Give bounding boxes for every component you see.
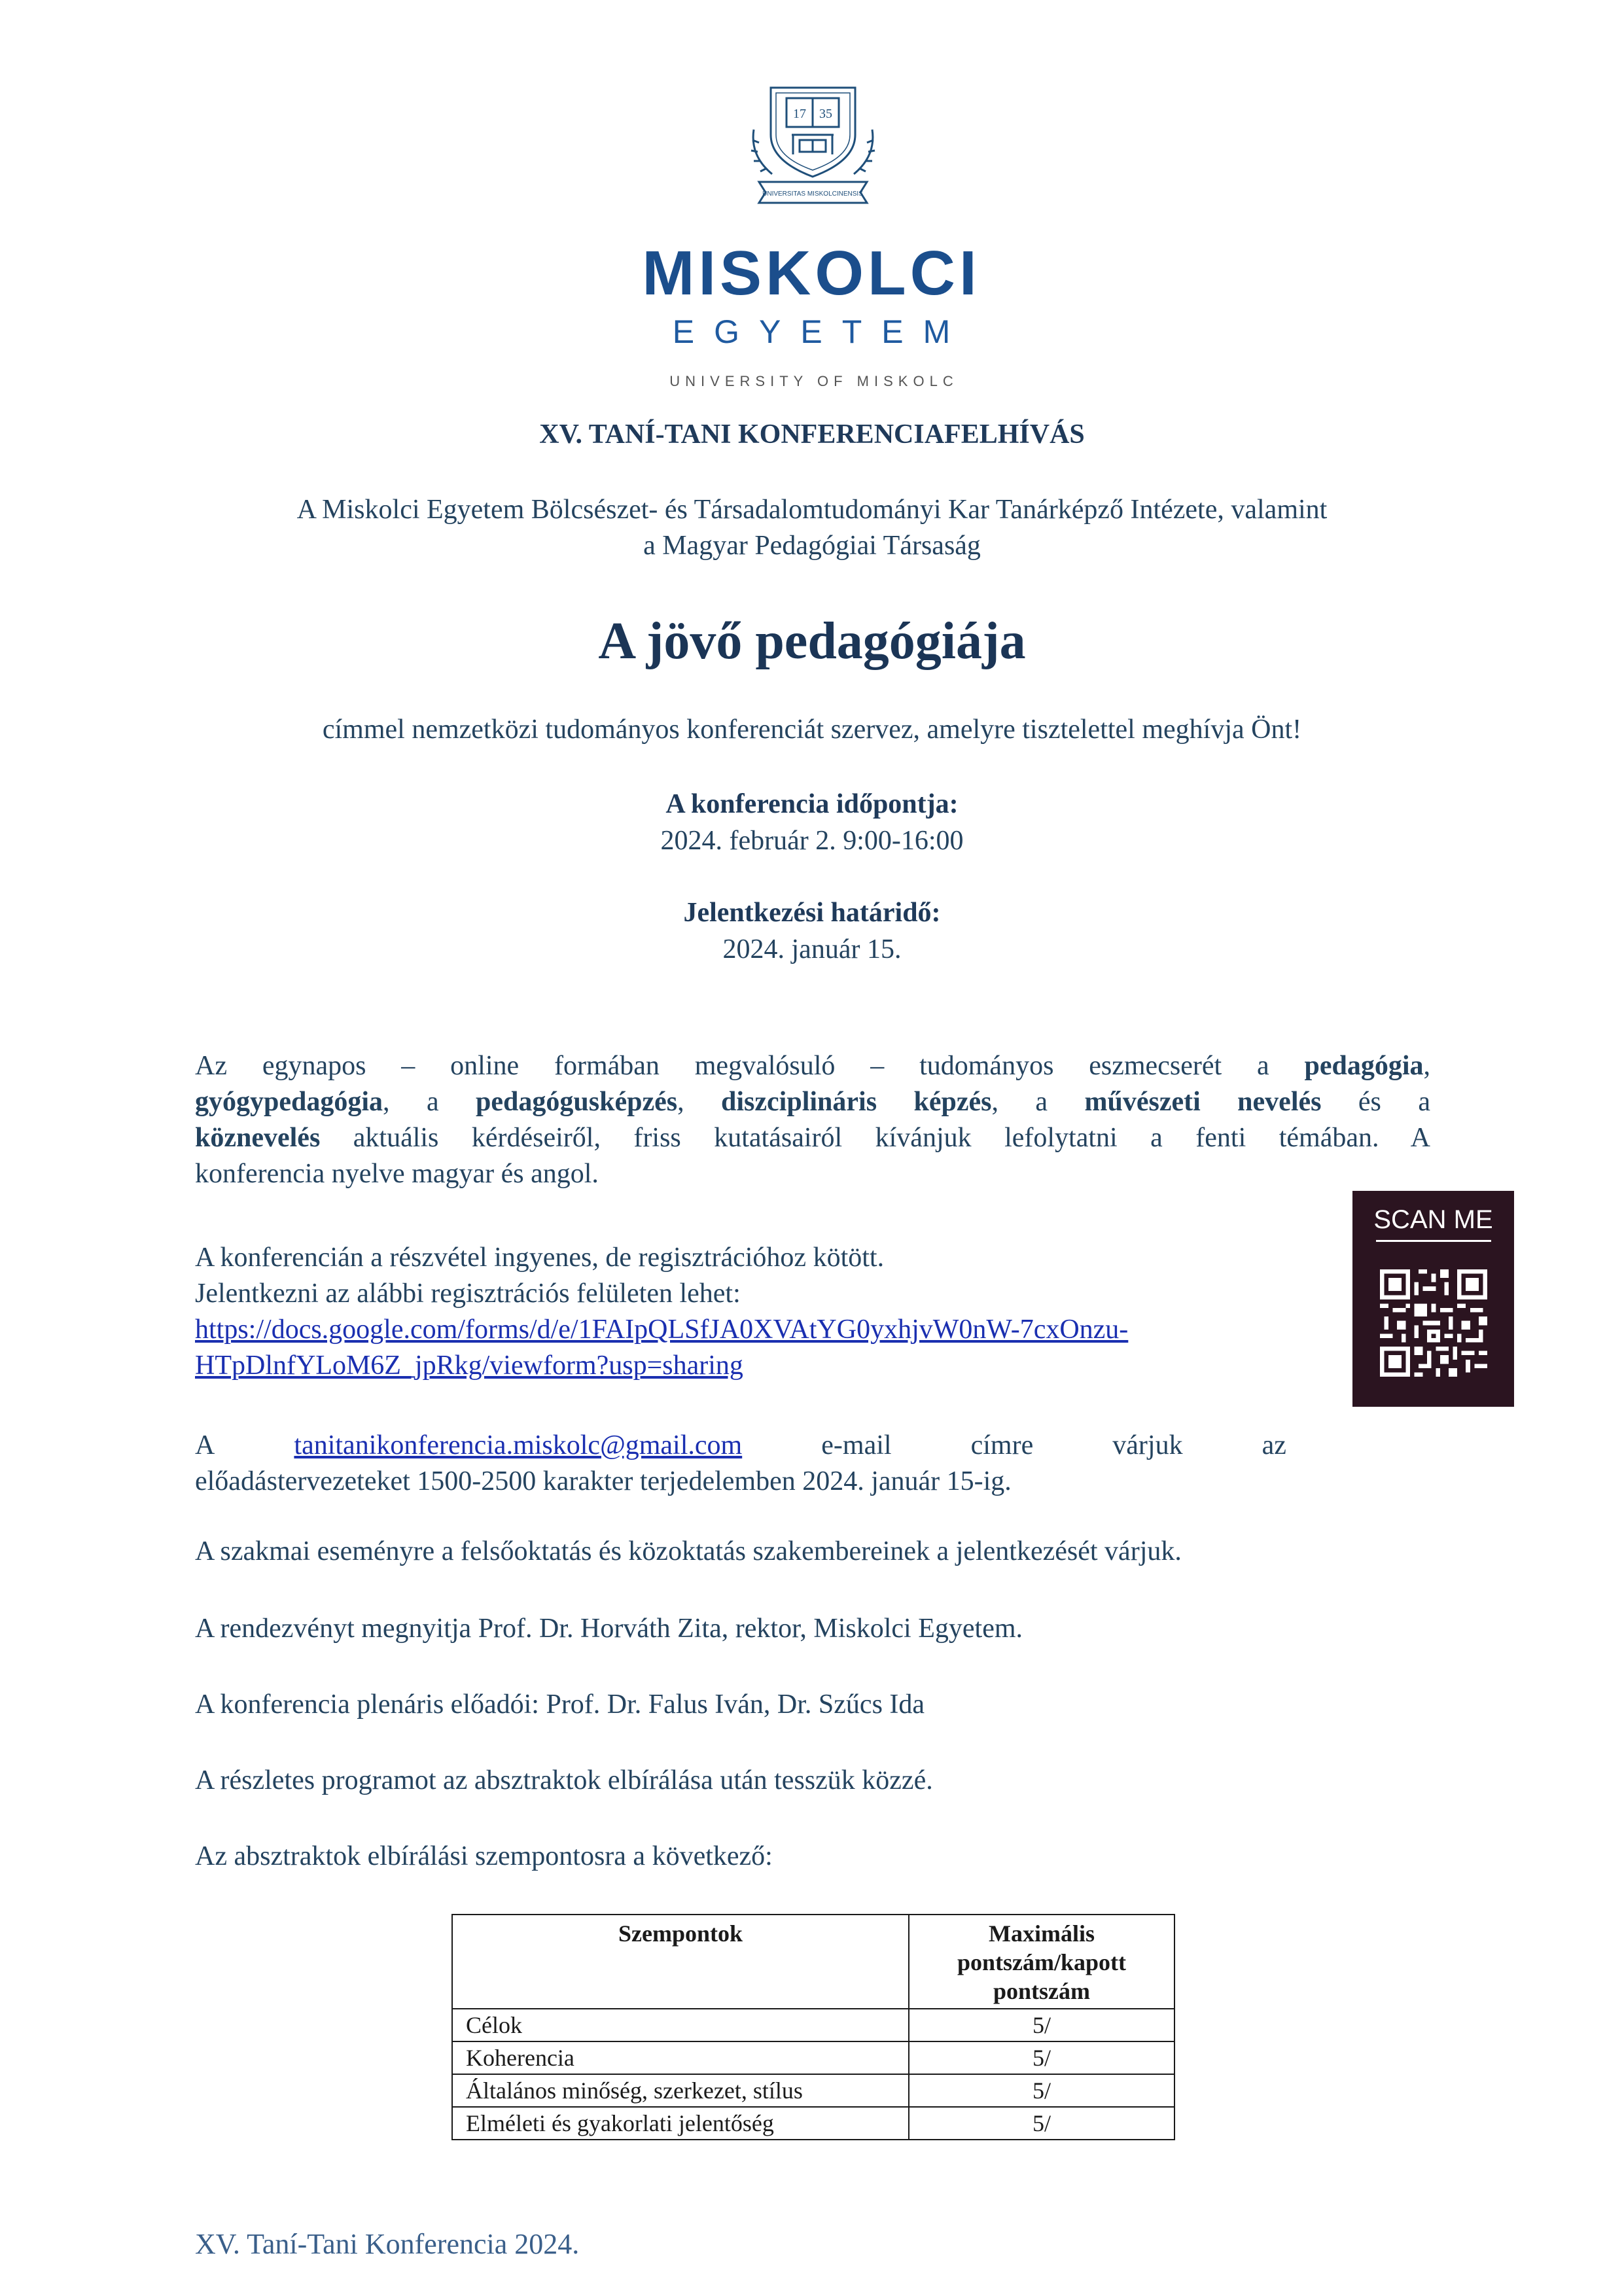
- svg-text:UNIVERSITAS MISKOLCINENSIS: UNIVERSITAS MISKOLCINENSIS: [762, 190, 863, 198]
- conference-title: A jövő pedagógiája: [598, 612, 1026, 670]
- evaluation-criteria-table: [451, 1914, 1175, 2140]
- scan-me-label: SCAN ME: [1373, 1205, 1493, 1234]
- table-row: [452, 2074, 1174, 2107]
- keyword-muveszeti-neveles: művészeti nevelés: [1084, 1087, 1322, 1117]
- conference-description: [195, 1048, 1430, 1192]
- keyword-diszciplinaris-kepzes: diszciplináris képzés: [721, 1087, 992, 1117]
- submission-info: [195, 1428, 1286, 1500]
- wordmark-miskolci: MISKOLCI: [642, 238, 981, 308]
- table-header-row: [452, 1915, 1174, 2009]
- intro-line-1: A Miskolci Egyetem Bölcsészet- és Társadalomtudományi Kar Tanárképző Intézete, valamint: [296, 495, 1328, 525]
- qr-code-box[interactable]: [1352, 1191, 1514, 1407]
- university-wordmark: [589, 238, 1034, 390]
- column-header-score: Maximális pontszám/kapott pontszám: [909, 1915, 1174, 2009]
- score-cell: 5/: [909, 2009, 1174, 2041]
- registration-form-link[interactable]: https://docs.google.com/forms/d/e/1FAIpQLSfJA0XVAtYG0yxhjvW0nW-7cxOnzu- HTpDlnfYLoM6Z_jpRkg/viewform?usp=sharing: [195, 1315, 1129, 1381]
- keyword-pedagoguskepzes: pedagógusképzés: [476, 1087, 678, 1117]
- call-heading: XV. TANÍ-TANI KONFERENCIAFELHÍVÁS: [539, 419, 1085, 450]
- table-row: [452, 2009, 1174, 2041]
- table-row: [452, 2107, 1174, 2140]
- page-footer: XV. Taní-Tani Konferencia 2024.: [195, 2228, 580, 2260]
- keyword-kozneveles: köznevelés: [195, 1123, 321, 1153]
- description-line-2: gyógypedagógia, a pedagógusképzés, diszciplináris képzés, a művészeti nevelés és a: [195, 1087, 1430, 1117]
- score-cell: 5/: [909, 2107, 1174, 2140]
- table-row: [452, 2041, 1174, 2074]
- opening-info: A rendezvényt megnyitja Prof. Dr. Horváth Zita, rektor, Miskolci Egyetem.: [195, 1614, 1023, 1644]
- svg-text:17: 17: [793, 107, 806, 121]
- deadline-label: Jelentkezési határidő:: [683, 898, 941, 928]
- conference-date-value: 2024. február 2. 9:00-16:00: [660, 826, 964, 856]
- contact-email-link[interactable]: tanitanikonferencia.miskolc@gmail.com: [294, 1430, 743, 1460]
- plenary-speakers: A konferencia plenáris előadói: Prof. Dr. Falus Iván, Dr. Szűcs Ida: [195, 1689, 925, 1720]
- column-header-criteria: Szempontok: [452, 1915, 909, 2009]
- description-line-4: konferencia nyelve magyar és angol.: [195, 1159, 599, 1189]
- registration-line-1: A konferencián a részvétel ingyenes, de regisztrációhoz kötött.: [195, 1243, 885, 1273]
- score-cell: 5/: [909, 2074, 1174, 2107]
- submission-line-1: A tanitanikonferencia.miskolc@gmail.com e-mail címre várjuk az: [195, 1428, 1286, 1464]
- registration-line-2: Jelentkezni az alábbi regisztrációs felületen lehet:: [195, 1279, 741, 1309]
- submission-line-2: előadástervezeteket 1500-2500 karakter terjedelemben 2024. január 15-ig.: [195, 1466, 1012, 1496]
- deadline-value: 2024. január 15.: [722, 934, 902, 964]
- conference-date-label: A konferencia időpontja:: [665, 789, 959, 819]
- description-line-1: Az egynapos – online formában megvalósuló – tudományos eszmecserét a pedagógia,: [195, 1051, 1430, 1081]
- keyword-gyogypedagogia: gyógypedagógia: [195, 1087, 383, 1117]
- crest-icon: [746, 84, 880, 208]
- wordmark-university-of-miskolc: UNIVERSITY OF MISKOLC: [669, 373, 959, 389]
- scan-me-divider: [1376, 1240, 1491, 1242]
- wordmark-egyetem: EGYETEM: [672, 313, 970, 350]
- program-info: A részletes programot az absztraktok elbírálása után tesszük közzé.: [195, 1765, 933, 1795]
- criteria-intro: Az absztraktok elbírálási szempontosra a következő:: [195, 1841, 773, 1871]
- description-line-3: köznevelés aktuális kérdéseiről, friss kutatásairól kívánjuk lefolytatni a fenti témában. A: [195, 1123, 1430, 1153]
- svg-text:35: 35: [819, 107, 832, 121]
- intro-line-2: a Magyar Pedagógiai Társaság: [643, 531, 981, 561]
- score-cell: 5/: [909, 2041, 1174, 2074]
- organizers-intro: [0, 492, 1624, 564]
- criterion-cell: Általános minőség, szerkezet, stílus: [452, 2074, 909, 2107]
- registration-info: [195, 1240, 1307, 1384]
- criterion-cell: Koherencia: [452, 2041, 909, 2074]
- audience-info: A szakmai eseményre a felsőoktatás és közoktatás szakembereinek a jelentkezését várjuk.: [195, 1536, 1182, 1566]
- qr-code-icon: [1380, 1269, 1487, 1377]
- keyword-pedagogia: pedagógia: [1304, 1051, 1424, 1081]
- criterion-cell: Elméleti és gyakorlati jelentőség: [452, 2107, 909, 2140]
- criterion-cell: Célok: [452, 2009, 909, 2041]
- invitation-subtitle: címmel nemzetközi tudományos konferenciát szervez, amelyre tisztelettel meghívja Önt!: [322, 715, 1302, 745]
- university-crest-logo: [746, 84, 880, 208]
